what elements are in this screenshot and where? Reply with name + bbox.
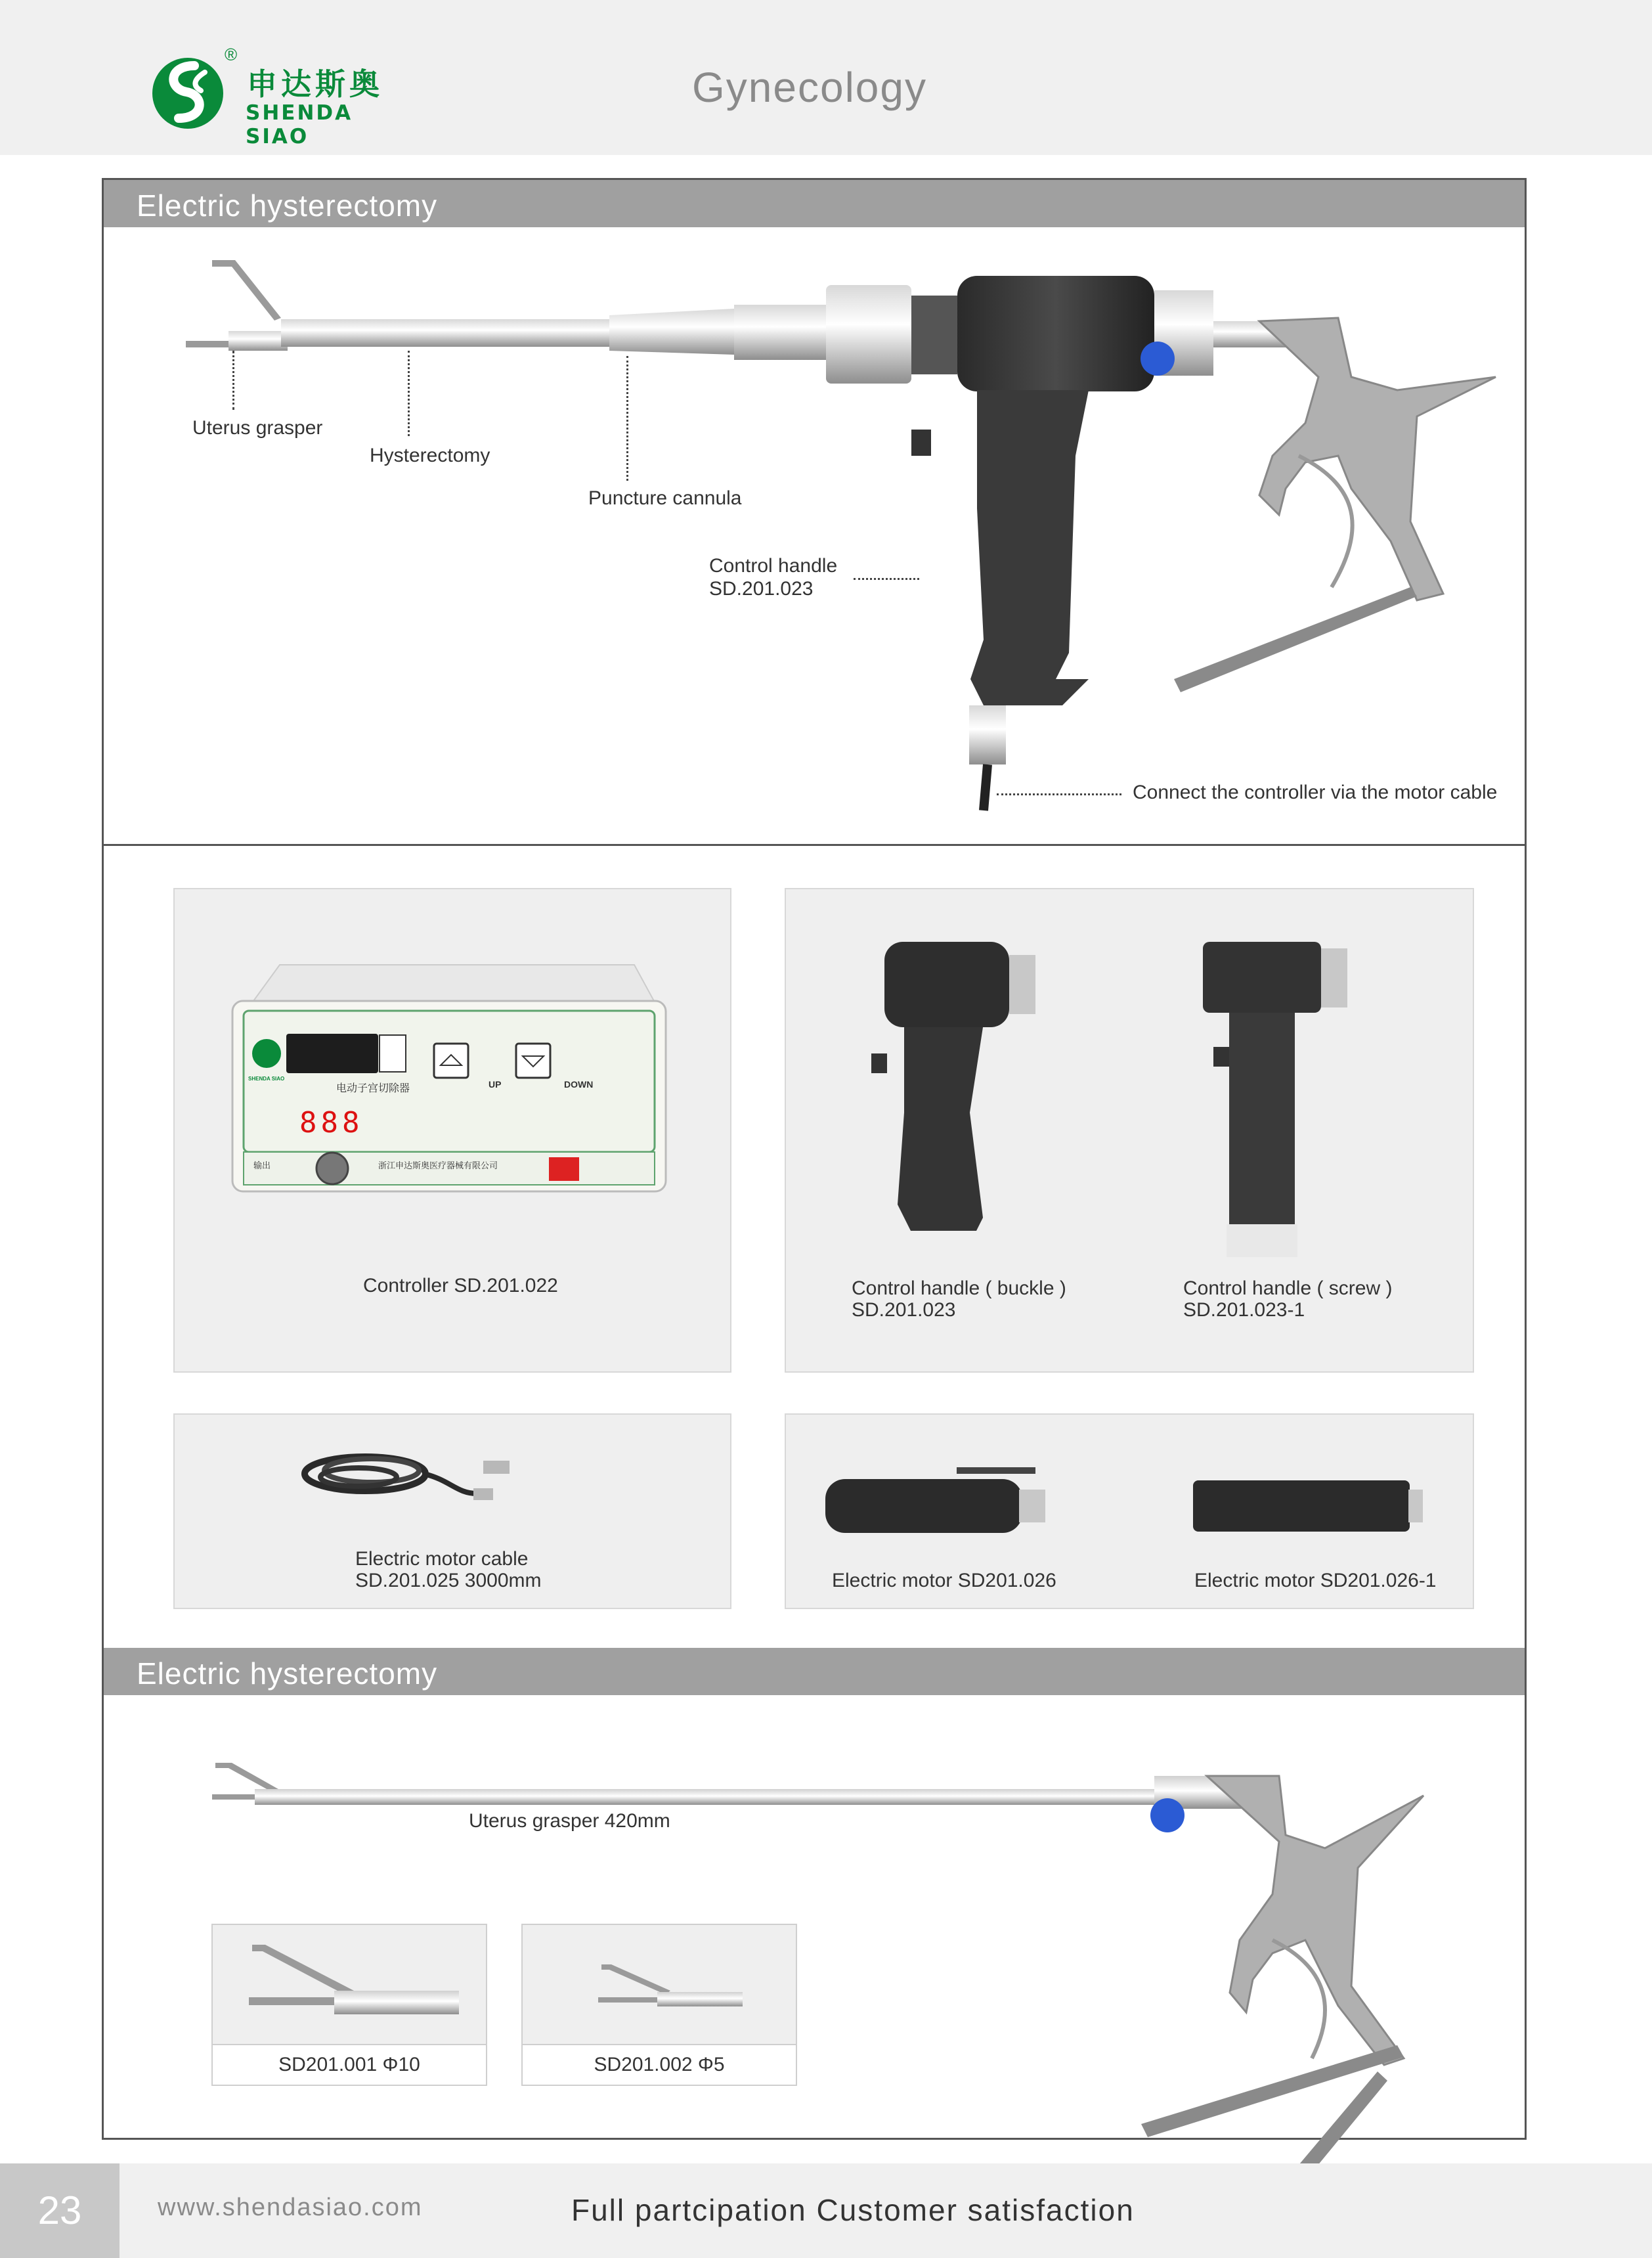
label-uterus-grasper: Uterus grasper <box>192 417 323 439</box>
motor-2-caption: Electric motor SD201.026-1 <box>1194 1570 1437 1591</box>
label-control-handle: Control handle <box>709 555 838 577</box>
content-frame <box>102 178 1527 2140</box>
label-puncture-cannula: Puncture cannula <box>588 487 742 509</box>
handle-buckle-caption-line1: Control handle ( buckle ) <box>852 1277 1066 1299</box>
logo-mark-icon <box>148 53 227 131</box>
leader-line-control-handle <box>854 578 919 580</box>
controller-output-label: 输出 <box>253 1161 271 1171</box>
tip-1-caption: SD201.001 Φ10 <box>213 2044 486 2085</box>
label-control-handle-code: SD.201.023 <box>709 578 814 600</box>
motor-cable-caption-line2: SD.201.025 3000mm <box>355 1570 542 1591</box>
handle-buckle-caption-line2: SD.201.023 <box>852 1299 956 1321</box>
page-category-title: Gynecology <box>692 64 927 111</box>
leader-line-hysterectomy <box>408 351 410 436</box>
controller-panel <box>173 888 731 1373</box>
controller-up-label: UP <box>489 1079 502 1090</box>
handles-panel <box>785 888 1474 1373</box>
control-handle-screw-illustration <box>1203 942 1400 1283</box>
handle-screw-caption-line2: SD.201.023-1 <box>1183 1299 1305 1321</box>
controller-display: 888 <box>299 1106 364 1140</box>
handle-screw-caption-line1: Control handle ( screw ) <box>1183 1277 1393 1299</box>
leader-line-cannula <box>626 356 628 481</box>
motors-panel <box>785 1413 1474 1609</box>
motor-cable-panel <box>173 1413 731 1609</box>
controller-caption: Controller SD.201.022 <box>363 1275 558 1296</box>
hysterectomy-device-illustration <box>104 180 1529 837</box>
logo-english-name: SHENDA SIAO <box>246 101 353 148</box>
label-hysterectomy: Hysterectomy <box>370 445 490 466</box>
grasper-tip-10mm-illustration <box>213 1925 489 2043</box>
control-handle-buckle-illustration <box>871 942 1068 1283</box>
footer-slogan: Full partcipation Customer satisfaction <box>571 2193 1135 2227</box>
section-divider <box>104 844 1525 846</box>
tip-panel-2 <box>521 1924 797 2086</box>
controller-down-label: DOWN <box>564 1079 594 1090</box>
logo-chinese-name: 申达斯奥 <box>247 66 383 102</box>
motor-1-caption: Electric motor SD201.026 <box>832 1570 1056 1591</box>
section-title-2: Electric hysterectomy <box>137 1656 438 1691</box>
label-motor-cable-note: Connect the controller via the motor cable <box>1133 782 1498 803</box>
footer-website-link[interactable]: www.shendasiao.com <box>158 2194 423 2221</box>
electric-motor-2-illustration <box>1193 1480 1429 1572</box>
tip-2-caption: SD201.002 Φ5 <box>523 2044 796 2085</box>
registered-mark: ® <box>225 45 238 64</box>
section-title-1: Electric hysterectomy <box>137 188 438 223</box>
leader-line-grasper <box>232 351 234 410</box>
page-footer <box>0 2163 1652 2258</box>
motor-cable-caption-line1: Electric motor cable <box>355 1548 529 1570</box>
leader-line-motor-cable <box>997 793 1121 795</box>
tip-panel-1 <box>211 1924 487 2086</box>
controller-company-label: 浙江申达斯奥医疗器械有限公司 <box>378 1161 498 1171</box>
page-header <box>0 0 1652 155</box>
electric-motor-1-illustration <box>825 1467 1062 1559</box>
motor-cable-illustration <box>175 1415 733 1546</box>
grasper-length-label: Uterus grasper 420mm <box>469 1810 670 1832</box>
grasper-tip-5mm-illustration <box>523 1925 798 2043</box>
controller-brand-small: SHENDA SIAO <box>248 1076 285 1082</box>
page-number: 23 <box>0 2163 120 2258</box>
brand-logo <box>148 45 411 148</box>
controller-panel-title: 电动子宫切除器 <box>336 1082 410 1094</box>
